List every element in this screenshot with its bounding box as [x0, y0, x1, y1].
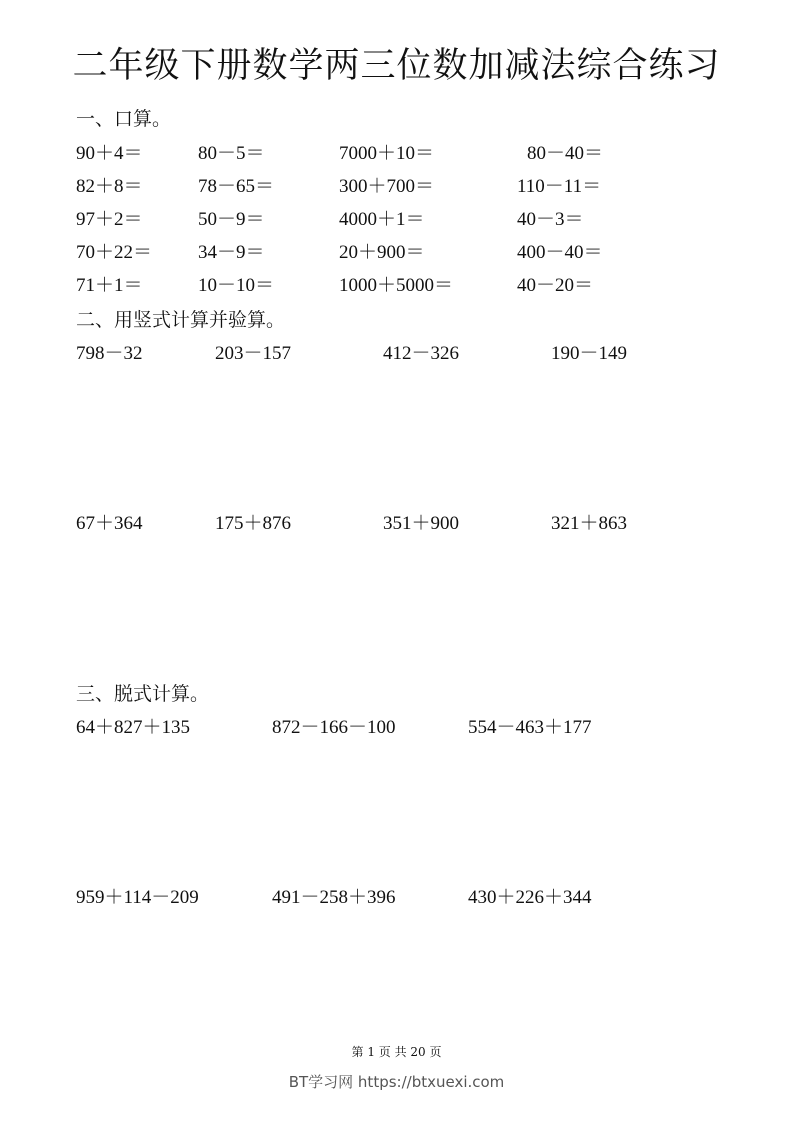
stepwise-problem: 959＋114－209: [76, 887, 199, 908]
oral-problem: 80－5＝: [198, 143, 265, 164]
stepwise-problem: 491－258＋396: [272, 887, 396, 908]
section-heading-stepwise: 三、脱式计算。: [76, 683, 210, 705]
oral-problem: 80－40＝: [527, 143, 604, 164]
oral-problem: 400－40＝: [517, 242, 603, 263]
oral-problem: 50－9＝: [198, 209, 265, 230]
oral-problem: 1000＋5000＝: [339, 275, 454, 296]
stepwise-problem: 872－166－100: [272, 717, 396, 738]
vertical-problem: 190－149: [551, 343, 628, 364]
vertical-problem: 351＋900: [383, 513, 460, 534]
vertical-problem: 412－326: [383, 343, 460, 364]
oral-problem: 70＋22＝: [76, 242, 153, 263]
oral-problem: 97＋2＝: [76, 209, 143, 230]
oral-problem: 40－20＝: [517, 275, 594, 296]
oral-problem: 71＋1＝: [76, 275, 143, 296]
oral-problem: 78－65＝: [198, 176, 275, 197]
vertical-problem: 798－32: [76, 343, 143, 364]
section-heading-vertical: 二、用竖式计算并验算。: [76, 309, 286, 331]
page-number: 第 1 页 共 20 页: [351, 1045, 442, 1059]
oral-problem: 34－9＝: [198, 242, 265, 263]
page-title: 二年级下册数学两三位数加减法综合练习: [72, 46, 721, 86]
oral-problem: 110－11＝: [517, 176, 602, 197]
vertical-problem: 67＋364: [76, 513, 143, 534]
stepwise-problem: 430＋226＋344: [468, 887, 592, 908]
stepwise-problem: 64＋827＋135: [76, 717, 191, 738]
section-heading-oral: 一、口算。: [76, 108, 172, 130]
vertical-problem: 203－157: [215, 343, 292, 364]
oral-problem: 90＋4＝: [76, 143, 143, 164]
oral-problem: 300＋700＝: [339, 176, 435, 197]
oral-problem: 10－10＝: [198, 275, 275, 296]
vertical-problem: 321＋863: [551, 513, 628, 534]
oral-problem: 4000＋1＝: [339, 209, 425, 230]
oral-problem: 82＋8＝: [76, 176, 143, 197]
oral-problem: 7000＋10＝: [339, 143, 435, 164]
site-watermark: BT学习网 https://btxuexi.com: [288, 1073, 505, 1091]
oral-problem: 40－3＝: [517, 209, 584, 230]
oral-problem: 20＋900＝: [339, 242, 425, 263]
vertical-problem: 175＋876: [215, 513, 292, 534]
stepwise-problem: 554－463＋177: [468, 717, 592, 738]
